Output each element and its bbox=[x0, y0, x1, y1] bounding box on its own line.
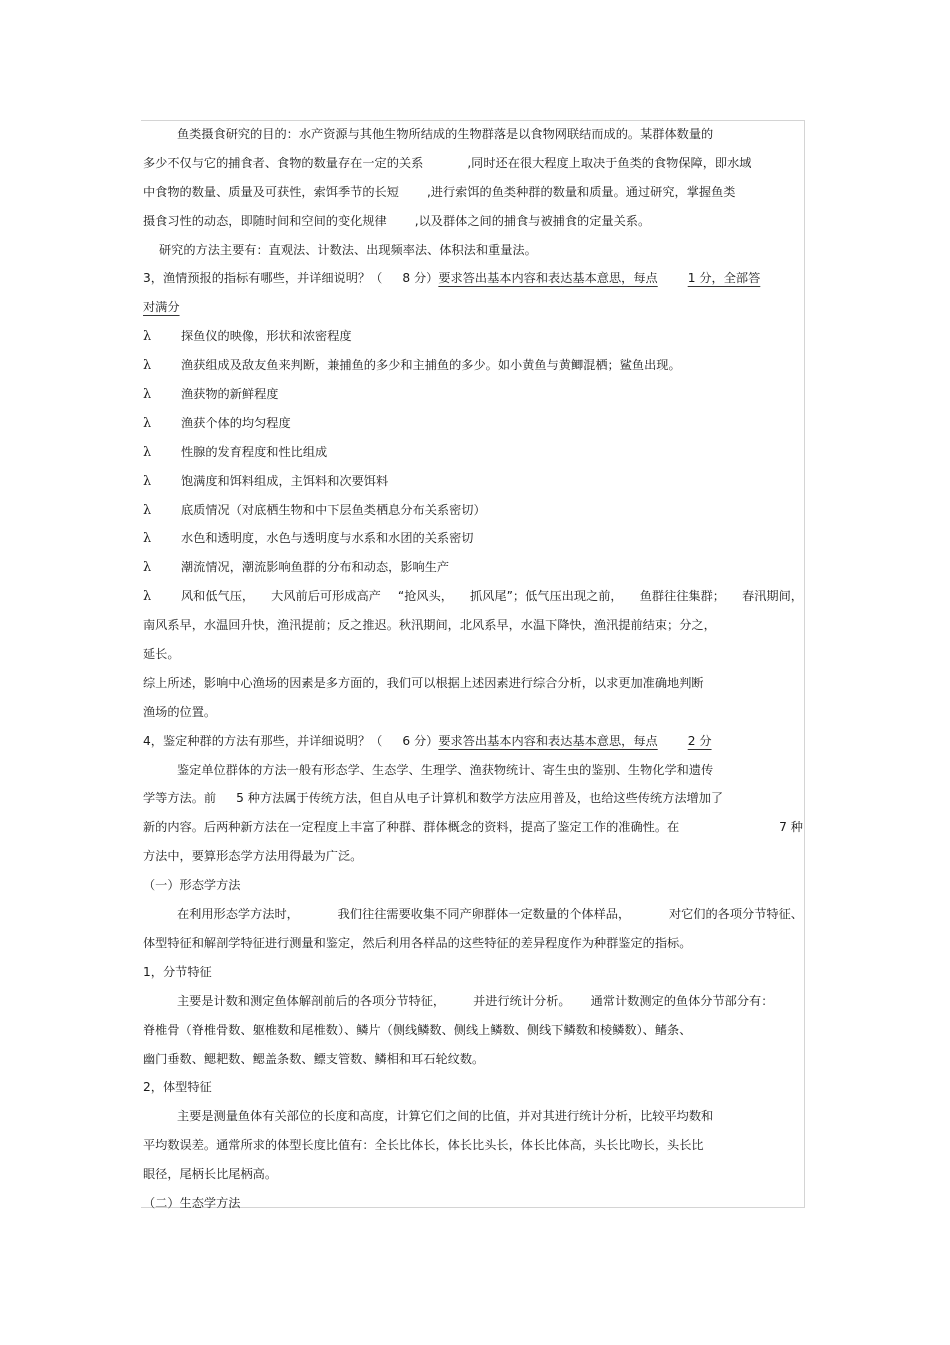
document-body bbox=[143, 120, 803, 1218]
text-span: 我们往往需要收集不同产卵群体一定数量的个体样品， bbox=[337, 907, 631, 922]
paragraph-line bbox=[143, 900, 803, 929]
lambda-bullet-icon: λ bbox=[143, 329, 152, 345]
question-heading bbox=[143, 264, 803, 293]
text-span: （二）生态学方法 bbox=[143, 1195, 241, 1210]
list-item-text: 潮流情况，潮流影响鱼群的分布和动态，影响生产 bbox=[181, 560, 450, 575]
text-span: ,以及群体之间的捕食与被捕食的定量关系。 bbox=[414, 213, 651, 228]
list-item-text: 饱满度和饵料组成，主饵料和次要饵料 bbox=[181, 473, 389, 488]
list-item bbox=[143, 524, 803, 553]
lambda-bullet-icon: λ bbox=[143, 473, 152, 489]
text-span: 研究的方法主要有：直观法、计数法、出现频率法、体积法和重量法。 bbox=[159, 242, 537, 257]
lambda-bullet-icon: λ bbox=[143, 531, 152, 547]
text-span: 7 种 bbox=[779, 820, 803, 835]
list-item bbox=[143, 438, 803, 467]
text-span: 主要是计数和测定鱼体解剖前后的各项分节特征， bbox=[177, 993, 446, 1008]
question-heading bbox=[143, 727, 803, 756]
subsection-title bbox=[143, 1073, 803, 1102]
text-span: 幽门垂数、鳃耙数、鳃盖条数、鳔支管数、鳞相和耳石轮纹数。 bbox=[143, 1051, 485, 1066]
text-span: 主要是测量鱼体有关部位的长度和高度，计算它们之间的比值，并对其进行统计分析，比较平均数和 bbox=[177, 1109, 714, 1124]
text-span: 学等方法。前 bbox=[143, 791, 217, 806]
text-span: 对它们的各项分节特征、 bbox=[668, 907, 803, 922]
paragraph-line bbox=[143, 1016, 803, 1045]
text-span: 通常计数测定的鱼体分节部分有： bbox=[590, 993, 774, 1008]
text-span: 延长。 bbox=[143, 647, 180, 662]
text-span: 2，体型特征 bbox=[143, 1080, 212, 1095]
text-span: 2 分 bbox=[687, 733, 712, 748]
question-text: 3，渔情预报的指标有哪些，并详细说明？（ bbox=[143, 271, 383, 286]
list-item-text: 底质情况（对底栖生物和中下层鱼类栖息分布关系密切） bbox=[181, 502, 486, 517]
list-item-text: 渔获个体的均匀程度 bbox=[181, 415, 291, 430]
text-span: 方法中，要算形态学方法用得最为广泛。 bbox=[143, 849, 363, 864]
text-span: 眼径，尾柄长比尾柄高。 bbox=[143, 1167, 278, 1182]
lambda-bullet-icon: λ bbox=[143, 560, 152, 576]
lambda-bullet-icon: λ bbox=[143, 358, 152, 374]
list-item bbox=[143, 582, 803, 611]
paragraph-line bbox=[143, 813, 803, 842]
text-span: 摄食习性的动态，即随时间和空间的变化规律 bbox=[143, 213, 387, 228]
text-span: ,进行索饵的鱼类种群的数量和质量。通过研究，掌握鱼类 bbox=[426, 184, 736, 199]
lambda-bullet-icon: λ bbox=[143, 387, 152, 403]
list-item-text: “抢风头， bbox=[397, 589, 453, 604]
list-item-text: 鱼群往往集群； bbox=[639, 589, 725, 604]
list-item bbox=[143, 496, 803, 525]
text-span: 1 分，全部答 bbox=[687, 271, 761, 286]
paragraph-line bbox=[143, 207, 803, 236]
text-span: 南风系早，水温回升快，渔汛提前；反之推迟。秋汛期间，北风系早，水温下降快，渔汛提前结束；分之， bbox=[143, 618, 716, 633]
text-span: 渔场的位置。 bbox=[143, 704, 217, 719]
paragraph-line bbox=[143, 669, 803, 698]
text-span: 鉴定单位群体的方法一般有形态学、生态学、生理学、渔获物统计、寄生虫的鉴别、生物化学和遗传 bbox=[177, 762, 714, 777]
text-span: 体型特征和解剖学特征进行测量和鉴定，然后利用各样品的这些特征的差异程度作为种群鉴定的指标。 bbox=[143, 935, 692, 950]
text-span: 新的内容。后两种新方法在一定程度上丰富了种群、群体概念的资料，提高了鉴定工作的准确性。在 bbox=[143, 820, 680, 835]
paragraph-line bbox=[143, 987, 803, 1016]
text-span: 要求答出基本内容和表达基本意思，每点 bbox=[438, 733, 658, 748]
text-span: ,同时还在很大程度上取决于鱼类的食物保障，即水域 bbox=[467, 155, 752, 170]
text-span: 综上所述，影响中心渔场的因素是多方面的，我们可以根据上述因素进行综合分析，以求更加准确地判断 bbox=[143, 675, 704, 690]
question-score: 8 分） bbox=[402, 271, 439, 286]
section-title bbox=[143, 871, 803, 900]
list-item bbox=[143, 380, 803, 409]
list-item bbox=[143, 409, 803, 438]
list-item bbox=[143, 351, 803, 380]
list-item-text: 大风前后可形成高产 bbox=[271, 589, 381, 604]
text-span: 多少不仅与它的捕食者、食物的数量存在一定的关系 bbox=[143, 155, 424, 170]
lambda-bullet-icon: λ bbox=[143, 589, 152, 605]
text-span: 在利用形态学方法时， bbox=[177, 907, 299, 922]
list-item-text: 探鱼仪的映像，形状和浓密程度 bbox=[181, 329, 352, 344]
text-span: 中食物的数量、质量及可获性，索饵季节的长短 bbox=[143, 184, 399, 199]
list-item-text: 渔获组成及敌友鱼来判断，兼捕鱼的多少和主捕鱼的多少。如小黄鱼与黄鲫混栖；鲨鱼出现。 bbox=[181, 358, 681, 373]
text-span: 并进行统计分析。 bbox=[473, 993, 571, 1008]
list-item bbox=[143, 322, 803, 351]
question-requirement bbox=[438, 271, 760, 285]
text-span: 鱼类摄食研究的目的：水产资源与其他生物所结成的生物群落是以食物网联结而成的。某群体数量的 bbox=[177, 127, 714, 141]
list-item-text: 水色和透明度，水色与透明度与水系和水团的关系密切 bbox=[181, 531, 474, 546]
text-span: （一）形态学方法 bbox=[143, 878, 241, 893]
text-span: 平均数误差。通常所求的体型长度比值有：全长比体长，体长比头长，体长比体高，头长比吻长，头长比 bbox=[143, 1138, 704, 1153]
lambda-bullet-icon: λ bbox=[143, 502, 152, 518]
list-item-text: 风和低气压， bbox=[181, 589, 255, 604]
section-title bbox=[143, 1189, 803, 1218]
paragraph-line bbox=[143, 756, 803, 785]
list-item bbox=[143, 467, 803, 496]
text-span: 要求答出基本内容和表达基本意思，每点 bbox=[438, 271, 658, 286]
list-item-text: 春汛期间， bbox=[742, 589, 803, 604]
list-item bbox=[143, 553, 803, 582]
paragraph-line bbox=[143, 611, 803, 640]
paragraph-line bbox=[143, 640, 803, 669]
lambda-bullet-icon: λ bbox=[143, 444, 152, 460]
paragraph-line bbox=[143, 784, 803, 813]
paragraph-line bbox=[143, 178, 803, 207]
list-item-text: 抓风尾”；低气压出现之前， bbox=[470, 589, 623, 604]
paragraph-line bbox=[143, 1102, 803, 1131]
text-span: 5 种方法属于传统方法，但自从电子计算机和数学方法应用普及，也给这些传统方法增加了 bbox=[236, 791, 724, 806]
list-item-lead bbox=[143, 582, 254, 611]
question-requirement: 对满分 bbox=[143, 300, 180, 315]
paragraph-line bbox=[143, 842, 803, 871]
text-span: 1，分节特征 bbox=[143, 964, 212, 979]
paragraph-line bbox=[143, 929, 803, 958]
paragraph-line bbox=[143, 1131, 803, 1160]
subsection-title bbox=[143, 958, 803, 987]
paragraph-line bbox=[143, 698, 803, 727]
question-score: 6 分） bbox=[402, 733, 439, 748]
paragraph-line bbox=[143, 149, 803, 178]
question-heading-cont bbox=[143, 293, 803, 322]
lambda-bullet-icon: λ bbox=[143, 415, 152, 431]
paragraph-line bbox=[143, 1160, 803, 1189]
paragraph-line bbox=[143, 120, 803, 149]
text-span: 脊椎骨（脊椎骨数、躯椎数和尾椎数）、鳞片（侧线鳞数、侧线上鳞数、侧线下鳞数和棱鳞数）、鳍条、 bbox=[143, 1022, 692, 1037]
paragraph-line bbox=[143, 236, 803, 265]
list-item-text: 性腺的发育程度和性比组成 bbox=[181, 444, 328, 459]
paragraph-line bbox=[143, 1045, 803, 1074]
question-text: 4，鉴定种群的方法有那些，并详细说明？（ bbox=[143, 733, 383, 748]
list-item-text: 渔获物的新鲜程度 bbox=[181, 387, 279, 402]
question-requirement bbox=[438, 734, 711, 748]
